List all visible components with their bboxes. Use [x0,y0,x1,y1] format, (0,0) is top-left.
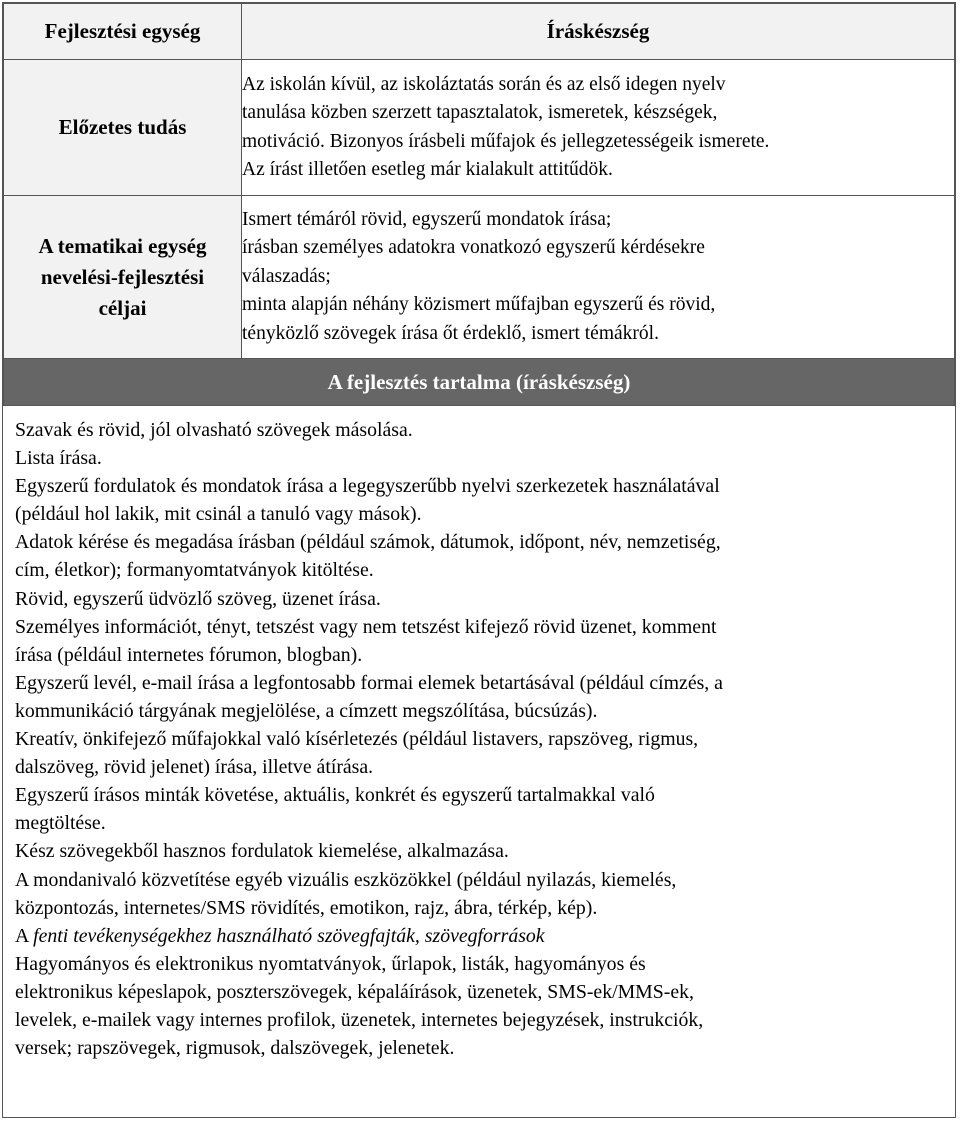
goals-line: válaszadás; [242,265,331,287]
previous-knowledge-row [4,60,955,196]
curriculum-table [3,3,955,406]
header-skill-title: Íráskészség [242,4,955,60]
content-line: dalszöveg, rövid jelenet) írása, illetve átírása. [15,756,374,779]
header-unit-label: Fejlesztési egység [4,4,242,60]
previous-knowledge-line: Az írást illetően esetleg már kialakult attitűdök. [242,159,613,180]
goals-line: Ismert témáról rövid, egyszerű mondatok írása; [242,208,612,230]
content-band-row [4,359,955,406]
previous-knowledge-line: Az iskolán kívül, az iskoláztatás során és az első idegen nyelv [242,73,726,95]
previous-knowledge-line: tanulása közben szerzett tapasztalatok, ismeretek, készségek, [242,102,718,123]
content-line: cím, életkor); formanyomtatványok kitöltése. [15,559,374,582]
content-band-title: A fejlesztés tartalma (íráskészség) [4,359,955,406]
goals-label-line: céljai [98,295,147,320]
goals-line: írásban személyes adatokra vonatkozó egyszerű kérdésekre [242,237,705,259]
content-line: írása (például internetes fórumon, blogban). [15,643,363,666]
sources-line: Hagyományos és elektronikus nyomtatványok, űrlapok, listák, hagyományos és [15,952,646,975]
goals-row [4,196,955,359]
sources-line: versek; rapszövegek, rigmusok, dalszövegek, jelenetek. [15,1037,455,1060]
content-line: Lista írása. [15,447,102,470]
content-line: Egyszerű fordulatok és mondatok írása a legegyszerűbb nyelvi szerkezetek használatával [15,475,720,498]
previous-knowledge-line: motiváció. Bizonyos írásbeli műfajok és jellegzetességeik ismerete. [242,130,770,152]
previous-knowledge-label: Előzetes tudás [4,60,242,196]
content-line: megtöltése. [15,812,106,835]
content-line: Rövid, egyszerű üdvözlő szöveg, üzenet írása. [15,587,381,610]
content-line: kommunikáció tárgyának megjelölése, a címzett megszólítása, búcsúzás). [15,699,598,722]
content-line: Személyes információt, tényt, tetszést vagy nem tetszést kifejező rövid üzenet, komment [15,615,717,638]
content-line: Szavak és rövid, jól olvasható szövegek másolása. [15,419,413,441]
goals-label-line: A tematikai egység [38,233,207,258]
sources-line: elektronikus képeslapok, poszterszövegek, képaláírások, üzenetek, SMS-ek/MMS-ek, [15,980,694,1003]
content-line: Adatok kérése és megadása írásban (például számok, dátumok, időpont, név, nemzetiség, [15,531,721,554]
sources-line: levelek, e-mailek vagy internes profilok, üzenetek, internetes bejegyzések, instrukciók, [15,1008,704,1031]
content-line: A mondanivaló közvetítése egyéb vizuális eszközökkel (például nyilazás, kiemelés, [15,868,677,891]
goals-label-line: nevelési-fejlesztési [40,264,205,289]
goals-line: minta alapján néhány közismert műfajban egyszerű és rövid, [242,294,716,316]
content-line: Kreatív, önkifejező műfajokkal való kísérletezés (például listavers, rapszöveg, rigmus, [15,728,699,751]
goals-label [4,196,242,359]
goals-line: tényközlő szövegek írása őt érdeklő, ismert témákról. [242,322,659,344]
content-line: központozás, internetes/SMS rövidítés, emotikon, rajz, ábra, térkép, kép). [15,896,598,919]
header-row [4,4,955,60]
content-line: Egyszerű írásos minták követése, aktuális, konkrét és egyszerű tartalmakkal való [15,784,655,807]
curriculum-document [2,2,956,1118]
previous-knowledge-text [242,60,955,196]
subheading-italic: fenti tevékenységekhez használható szövegfajták, szövegforrások [33,924,545,947]
text-types-subheading [15,922,943,950]
goals-text [242,196,955,359]
content-line: Kész szövegekből hasznos fordulatok kiemelése, alkalmazása. [15,840,509,863]
content-line: (például hol lakik, mit csinál a tanuló vagy mások). [15,503,422,526]
subheading-prefix: A [15,924,34,947]
development-content [3,406,955,1062]
content-line: Egyszerű levél, e-mail írása a legfontosabb formai elemek betartásával (például címzés, a [15,671,723,694]
